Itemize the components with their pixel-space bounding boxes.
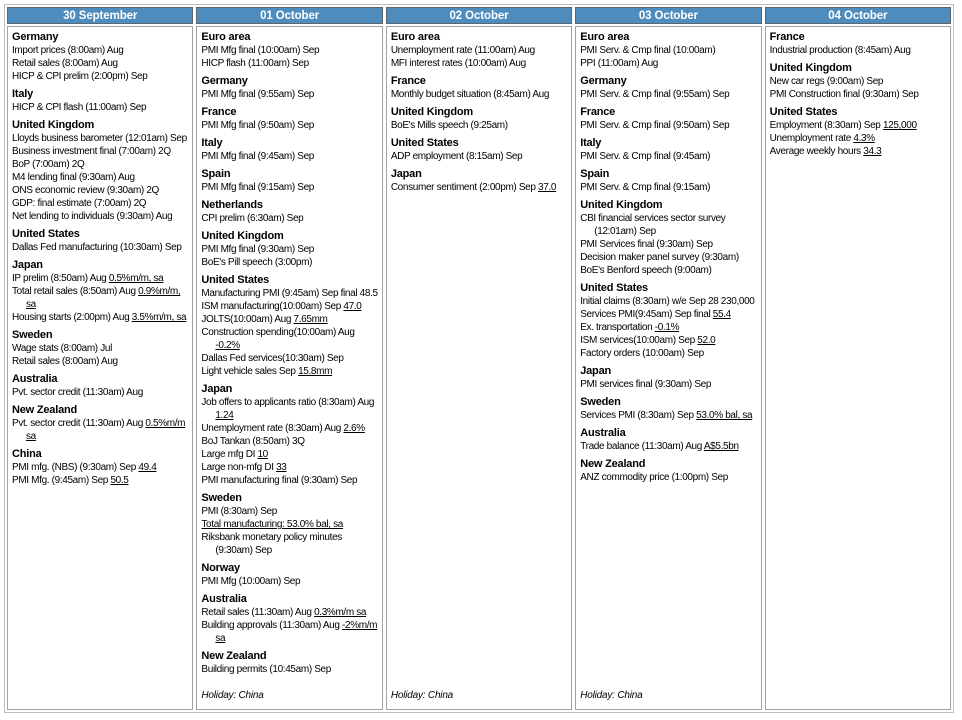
event-line	[580, 378, 758, 391]
country-heading: China	[12, 448, 42, 460]
event-value-underlined: A$5.5bn	[703, 441, 739, 452]
country-group	[12, 118, 190, 223]
event-text: Unemployment rate	[769, 133, 854, 144]
country-heading: Australia	[580, 427, 626, 439]
country-heading: United Kingdom	[390, 106, 473, 118]
day-header: 30 September	[7, 7, 193, 24]
country-group	[391, 167, 569, 194]
event-line	[391, 150, 569, 163]
event-text: Total retail sales (8:50am) Aug	[12, 286, 139, 297]
event-text: ISM manufacturing(10:00am) Sep	[201, 301, 344, 312]
event-text: Manufacturing PMI (9:45am) Sep final 48.5	[201, 288, 378, 299]
day-body	[196, 26, 382, 710]
event-line	[201, 474, 379, 487]
country-group	[580, 364, 758, 391]
event-value-underlined: 37.0	[538, 182, 557, 193]
country-heading: Netherlands	[201, 199, 263, 211]
day-header: 04 October	[765, 7, 951, 24]
event-text: Initial claims (8:30am) w/e Sep 28 230,000	[580, 296, 755, 307]
country-group	[201, 382, 379, 487]
event-line	[12, 132, 190, 145]
country-group	[580, 457, 758, 484]
country-heading: United Kingdom	[12, 119, 95, 131]
event-line	[12, 57, 190, 70]
event-text: CPI prelim (6:30am) Sep	[201, 213, 304, 224]
country-group	[201, 136, 379, 163]
country-group	[391, 105, 569, 132]
event-line	[580, 471, 758, 484]
country-group	[12, 403, 190, 443]
event-line	[12, 386, 190, 399]
event-line	[201, 663, 379, 676]
event-value-underlined: 7.65mm	[293, 314, 328, 325]
event-line	[201, 243, 379, 256]
event-line	[580, 440, 758, 453]
event-value-underlined: 1.24	[215, 410, 234, 421]
event-value-underlined: -0.1%	[654, 322, 680, 333]
event-line	[201, 435, 379, 448]
event-line	[12, 474, 190, 487]
event-text: PMI manufacturing final (9:30am) Sep	[201, 475, 358, 486]
event-line	[580, 88, 758, 101]
event-text: MFI interest rates (10:00am) Aug	[390, 58, 526, 69]
event-line	[201, 448, 379, 461]
event-line	[580, 334, 758, 347]
event-value-underlined: 34.3	[863, 146, 882, 157]
country-group	[12, 227, 190, 254]
event-text: BoE's Pill speech (3:00pm)	[201, 257, 313, 268]
event-text: PMI Serv. & Cmp final (9:50am) Sep	[580, 120, 730, 131]
country-heading: France	[390, 75, 426, 87]
event-line	[391, 181, 569, 194]
event-text: Consumer sentiment (2:00pm) Sep	[390, 182, 539, 193]
event-line	[201, 352, 379, 365]
event-text: Business investment final (7:00am) 2Q	[12, 146, 171, 157]
country-heading: Italy	[580, 137, 602, 149]
event-value-underlined: 0.5%m/m sa	[26, 418, 186, 442]
event-text: PMI mfg. (NBS) (9:30am) Sep	[12, 462, 139, 473]
country-heading: New Zealand	[580, 458, 646, 470]
event-text: BoJ Tankan (8:50am) 3Q	[201, 436, 305, 447]
event-line	[580, 295, 758, 308]
event-line	[391, 57, 569, 70]
column-spacer	[580, 488, 758, 689]
event-text: Retail sales (8:00am) Aug	[12, 58, 118, 69]
holiday-note: Holiday: China	[390, 690, 454, 701]
event-line	[201, 44, 379, 57]
event-text: PMI Mfg final (9:55am) Sep	[201, 89, 315, 100]
event-text: JOLTS(10:00am) Aug	[201, 314, 294, 325]
event-line	[201, 396, 379, 422]
event-text: Housing starts (2:00pm) Aug	[12, 312, 132, 323]
calendar-column	[386, 7, 572, 710]
country-group	[580, 167, 758, 194]
event-value-underlined: 0.3%m/m sa	[314, 607, 367, 618]
event-text: PMI Construction final (9:30am) Sep	[769, 89, 919, 100]
country-group	[201, 74, 379, 101]
event-text: Riksbank monetary policy minutes (9:30am) Sep	[201, 532, 342, 556]
event-text: HICP & CPI prelim (2:00pm) Sep	[12, 71, 148, 82]
event-line	[201, 313, 379, 326]
event-line	[201, 575, 379, 588]
event-text: CBI financial services sector survey (12:01am) Sep	[580, 213, 726, 237]
country-group	[12, 372, 190, 399]
event-value-underlined: 52.0	[697, 335, 716, 346]
event-text: Construction spending(10:00am) Aug	[201, 327, 355, 338]
event-line	[391, 119, 569, 132]
event-line	[580, 308, 758, 321]
country-group	[12, 258, 190, 324]
event-text: HICP & CPI flash (11:00am) Sep	[12, 102, 147, 113]
country-group	[580, 281, 758, 360]
event-text: ISM services(10:00am) Sep	[580, 335, 698, 346]
event-line	[770, 132, 948, 145]
event-text: PMI Mfg final (10:00am) Sep	[201, 45, 320, 56]
country-heading: United Kingdom	[769, 62, 852, 74]
event-value-underlined: 0.9%m/m, sa	[26, 286, 181, 310]
event-text: Ex. transportation	[580, 322, 655, 333]
event-text: Average weekly hours	[769, 146, 864, 157]
event-line	[580, 150, 758, 163]
country-group	[12, 30, 190, 83]
country-heading: New Zealand	[201, 650, 267, 662]
event-line	[580, 212, 758, 238]
country-heading: Spain	[580, 168, 610, 180]
event-text: Decision maker panel survey (9:30am)	[580, 252, 739, 263]
event-line	[12, 461, 190, 474]
event-text: Building permits (10:45am) Sep	[201, 664, 331, 675]
country-group	[580, 136, 758, 163]
country-heading: United States	[580, 282, 648, 294]
country-heading: Japan	[580, 365, 612, 377]
event-line	[580, 264, 758, 277]
country-group	[580, 105, 758, 132]
country-group	[201, 198, 379, 225]
event-line	[201, 619, 379, 645]
event-line	[12, 145, 190, 158]
country-heading: Japan	[201, 383, 233, 395]
event-text: M4 lending final (9:30am) Aug	[12, 172, 135, 183]
event-line	[580, 251, 758, 264]
country-heading: Sweden	[12, 329, 53, 341]
country-heading: United Kingdom	[580, 199, 663, 211]
country-group	[12, 447, 190, 487]
event-text: Industrial production (8:45am) Aug	[769, 45, 911, 56]
event-text: Unemployment rate (8:30am) Aug	[201, 423, 344, 434]
country-group	[12, 328, 190, 368]
country-heading: Spain	[201, 168, 231, 180]
event-line	[12, 355, 190, 368]
country-heading: Italy	[201, 137, 223, 149]
event-value-underlined: 4.3%	[853, 133, 875, 144]
event-text: New car regs (9:00am) Sep	[769, 76, 884, 87]
event-text: Light vehicle sales Sep	[201, 366, 299, 377]
event-value-underlined: -0.2%	[215, 340, 240, 351]
country-heading: United Kingdom	[201, 230, 284, 242]
event-text: PMI Mfg final (9:45am) Sep	[201, 151, 315, 162]
event-line	[201, 365, 379, 378]
country-group	[391, 136, 569, 163]
country-heading: Germany	[12, 31, 59, 43]
event-line	[12, 101, 190, 114]
event-text: PMI Mfg final (9:50am) Sep	[201, 120, 315, 131]
day-header: 01 October	[196, 7, 382, 24]
country-group	[201, 561, 379, 588]
country-group	[201, 273, 379, 378]
event-text: Building approvals (11:30am) Aug	[201, 620, 342, 631]
country-group	[201, 491, 379, 557]
event-value-underlined: 15.8mm	[298, 366, 333, 377]
event-value-underlined: 53.0% bal, sa	[696, 410, 753, 421]
country-group	[580, 426, 758, 453]
calendar-grid	[7, 7, 951, 710]
event-text: PMI services final (9:30am) Sep	[580, 379, 712, 390]
country-heading: United States	[390, 137, 459, 149]
event-line	[580, 321, 758, 334]
event-line	[12, 44, 190, 57]
event-line	[12, 285, 190, 311]
event-line	[201, 326, 379, 352]
day-header: 02 October	[386, 7, 572, 24]
day-body	[765, 26, 951, 710]
event-text: Services PMI (8:30am) Sep	[580, 410, 697, 421]
country-group	[770, 61, 948, 101]
event-line	[580, 44, 758, 57]
event-value-underlined: 49.4	[138, 462, 157, 473]
event-text: Dallas Fed services(10:30am) Sep	[201, 353, 344, 364]
day-header: 03 October	[575, 7, 761, 24]
event-text: Factory orders (10:00am) Sep	[580, 348, 704, 359]
event-value-underlined: 55.4	[712, 309, 731, 320]
event-line	[12, 158, 190, 171]
event-text: PPI (11:00am) Aug	[580, 58, 659, 69]
calendar-column	[575, 7, 761, 710]
event-line	[201, 461, 379, 474]
country-heading: Germany	[580, 75, 627, 87]
column-spacer	[201, 680, 379, 689]
event-text: PMI Serv. & Cmp final (9:45am)	[580, 151, 711, 162]
calendar-column	[765, 7, 951, 710]
event-line	[580, 409, 758, 422]
event-text: ANZ commodity price (1:00pm) Sep	[580, 472, 728, 483]
event-text: Unemployment rate (11:00am) Aug	[390, 45, 535, 56]
country-group	[201, 105, 379, 132]
column-spacer	[770, 162, 948, 705]
country-heading: Norway	[201, 562, 240, 574]
event-text: Monthly budget situation (8:45am) Aug	[390, 89, 550, 100]
country-group	[12, 87, 190, 114]
event-line	[12, 184, 190, 197]
event-text: PMI Services final (9:30am) Sep	[580, 239, 713, 250]
country-group	[770, 30, 948, 57]
column-spacer	[12, 491, 190, 705]
country-heading: Japan	[390, 168, 422, 180]
country-group	[201, 649, 379, 676]
event-line	[201, 287, 379, 300]
event-line	[580, 181, 758, 194]
event-line	[770, 88, 948, 101]
country-heading: New Zealand	[12, 404, 78, 416]
event-line	[201, 300, 379, 313]
country-heading: France	[201, 106, 237, 118]
country-heading: Euro area	[201, 31, 251, 43]
event-text: BoE's Benford speech (9:00am)	[580, 265, 712, 276]
event-line	[201, 422, 379, 435]
holiday-note: Holiday: China	[201, 690, 264, 701]
event-text: Retail sales (8:00am) Aug	[12, 356, 118, 367]
event-text: PMI (8:30am) Sep	[201, 506, 277, 517]
event-text: IP prelim (8:50am) Aug	[12, 273, 109, 284]
event-value-underlined: 47.0	[343, 301, 362, 312]
event-text: PMI Serv. & Cmp final (9:55am) Sep	[580, 89, 730, 100]
event-line	[12, 311, 190, 324]
event-text: Net lending to individuals (9:30am) Aug	[12, 211, 173, 222]
country-group	[201, 229, 379, 269]
country-group	[580, 30, 758, 70]
event-text: Pvt. sector credit (11:30am) Aug	[12, 387, 143, 398]
event-line	[770, 75, 948, 88]
country-heading: Australia	[12, 373, 58, 385]
country-heading: Australia	[201, 593, 247, 605]
event-value-underlined: 10	[257, 449, 268, 460]
event-text: Employment (8:30am) Sep	[769, 120, 883, 131]
event-text: BoE's Mills speech (9:25am)	[390, 120, 508, 131]
event-text: HICP flash (11:00am) Sep	[201, 58, 309, 69]
event-text: Large mfg DI	[201, 449, 258, 460]
event-text: PMI Mfg final (9:15am) Sep	[201, 182, 315, 193]
event-line	[201, 119, 379, 132]
event-text: PMI Mfg final (9:30am) Sep	[201, 244, 315, 255]
event-line	[201, 212, 379, 225]
event-value-underlined: 2.6%	[343, 423, 365, 434]
event-value-underlined: 3.5%m/m, sa	[131, 312, 187, 323]
event-value-underlined: 33	[276, 462, 287, 473]
country-heading: France	[769, 31, 805, 43]
event-line	[201, 57, 379, 70]
country-group	[201, 30, 379, 70]
country-heading: United States	[769, 106, 838, 118]
column-spacer	[391, 198, 569, 689]
event-text: Pvt. sector credit (11:30am) Aug	[12, 418, 146, 429]
calendar-column	[7, 7, 193, 710]
event-line	[770, 44, 948, 57]
event-line	[201, 518, 379, 531]
country-group	[391, 30, 569, 70]
country-group	[201, 592, 379, 645]
event-line	[201, 606, 379, 619]
country-heading: France	[580, 106, 616, 118]
event-text: PMI Serv. & Cmp final (10:00am)	[580, 45, 716, 56]
event-text: Lloyds business barometer (12:01am) Sep	[12, 133, 187, 144]
event-line	[12, 241, 190, 254]
event-line	[12, 342, 190, 355]
event-line	[580, 119, 758, 132]
event-line	[12, 70, 190, 83]
event-value-underlined: 0.5%m/m, sa	[108, 273, 164, 284]
event-text: Import prices (8:00am) Aug	[12, 45, 124, 56]
event-line	[12, 272, 190, 285]
event-line	[391, 44, 569, 57]
event-text: ONS economic review (9:30am) 2Q	[12, 185, 159, 196]
day-body	[386, 26, 572, 710]
country-heading: Japan	[12, 259, 43, 271]
event-text: Trade balance (11:30am) Aug	[580, 441, 704, 452]
event-value-underlined: Total manufacturing: 53.0% bal, sa	[201, 519, 343, 530]
event-line	[201, 256, 379, 269]
country-heading: United States	[12, 228, 80, 240]
event-text: Retail sales (11:30am) Aug	[201, 607, 315, 618]
event-text: Large non-mfg DI	[201, 462, 277, 473]
event-value-underlined: -2%m/m sa	[215, 620, 378, 644]
country-heading: United States	[201, 274, 270, 286]
event-line	[201, 88, 379, 101]
event-text: Dallas Fed manufacturing (10:30am) Sep	[12, 242, 182, 253]
event-line	[201, 505, 379, 518]
event-line	[201, 181, 379, 194]
event-line	[12, 417, 190, 443]
country-group	[201, 167, 379, 194]
event-text: PMI Mfg (10:00am) Sep	[201, 576, 301, 587]
country-group	[580, 198, 758, 277]
holiday-note: Holiday: China	[580, 690, 643, 701]
event-line	[391, 88, 569, 101]
day-body	[575, 26, 761, 710]
country-heading: Euro area	[580, 31, 630, 43]
event-text: Services PMI(9:45am) Sep final	[580, 309, 713, 320]
country-group	[580, 395, 758, 422]
country-heading: Sweden	[580, 396, 621, 408]
country-heading: Sweden	[201, 492, 242, 504]
country-heading: Italy	[12, 88, 34, 100]
event-line	[580, 347, 758, 360]
event-text: PMI Mfg. (9:45am) Sep	[12, 475, 111, 486]
event-line	[580, 238, 758, 251]
event-text: ADP employment (8:15am) Sep	[390, 151, 523, 162]
event-value-underlined: 50.5	[110, 475, 129, 486]
event-line	[770, 145, 948, 158]
event-line	[580, 57, 758, 70]
event-text: BoP (7:00am) 2Q	[12, 159, 85, 170]
event-line	[201, 150, 379, 163]
event-line	[201, 531, 379, 557]
event-text: Job offers to applicants ratio (8:30am) Aug	[201, 397, 375, 408]
event-line	[12, 197, 190, 210]
event-text: Wage stats (8:00am) Jul	[12, 343, 112, 354]
event-text: GDP: final estimate (7:00am) 2Q	[12, 198, 147, 209]
event-value-underlined: 125,000	[882, 120, 917, 131]
event-line	[770, 119, 948, 132]
country-group	[391, 74, 569, 101]
event-line	[12, 171, 190, 184]
country-group	[580, 74, 758, 101]
event-line	[12, 210, 190, 223]
country-heading: Germany	[201, 75, 248, 87]
country-group	[770, 105, 948, 158]
country-heading: Euro area	[390, 31, 440, 43]
day-body	[7, 26, 193, 710]
economic-calendar-table	[4, 4, 954, 713]
event-text: PMI Serv. & Cmp final (9:15am)	[580, 182, 711, 193]
calendar-column	[196, 7, 382, 710]
